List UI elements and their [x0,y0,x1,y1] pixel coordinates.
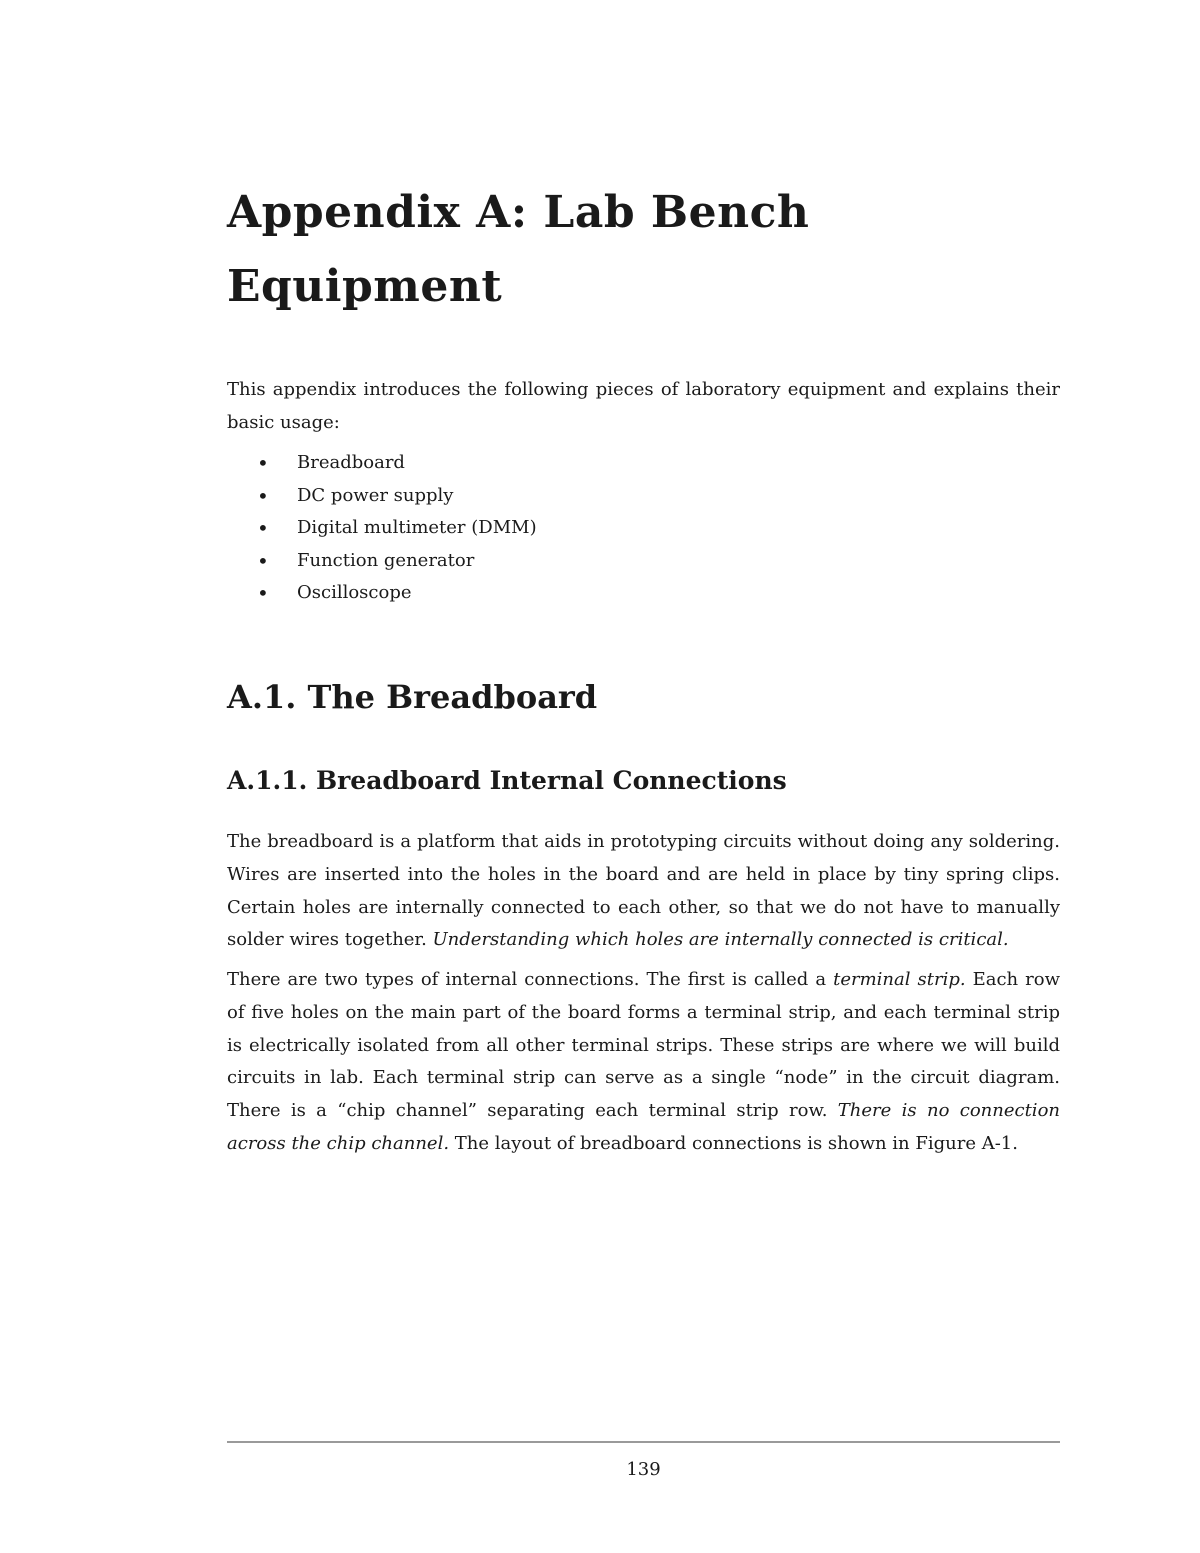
paragraph-text: The layout of breadboard connections is shown in Figure A-1. [449,1132,1018,1154]
paragraph-text: The breadboard is a platform that aids in prototyping circuits without doing any soldering. Wires are inserted into the holes in the board and are held in place by tiny spring clips. Certain holes are internally connected to each other, so that we do not have to manually solder wires together. [227,831,1060,951]
body-paragraph-1 [227,826,1060,957]
bullet-icon: • [257,516,269,540]
list-item [227,447,1060,480]
bullet-icon: • [257,581,269,605]
list-item-label: DC power supply [297,484,454,506]
list-item-label: Digital multimeter (DMM) [297,517,537,538]
list-item [227,545,1060,578]
list-item-label: Function generator [297,549,475,571]
list-item-label: Breadboard [297,452,405,473]
body-paragraph-2 [227,964,1060,1161]
list-item [227,480,1060,513]
page-number: 139 [626,1459,661,1480]
intro-paragraph: This appendix introduces the following pieces of laboratory equipment and explains their basic usage: [227,379,1060,433]
chapter-title: Appendix A: Lab Bench Equipment [227,187,810,312]
list-item [227,512,1060,545]
bullet-icon: • [257,548,269,573]
document-page [227,0,1060,1553]
equipment-list [227,447,1060,610]
emphasis-text: Understanding which holes are internally connected is critical. [432,929,1009,951]
list-item [227,577,1060,610]
list-item-label: Oscilloscope [297,582,412,603]
subsection-title: A.1.1. Breadboard Internal Connections [227,766,787,795]
paragraph-text: There are two types of internal connections. The first is called a [227,969,834,990]
section-title: A.1. The Breadboard [227,678,598,716]
paragraph-text: Each row of five holes on the main part of the board forms a terminal strip, and each terminal strip is electrically isolated from all other terminal strips. These strips are where we will build circuits in lab. Each terminal strip can serve as a single “node” in the circuit diagram. There is a “chip channel” separating each terminal strip row. [227,969,1060,1122]
footer-rule [227,1441,1060,1443]
bullet-icon: • [257,483,269,508]
bullet-icon: • [257,451,269,475]
term-text: terminal strip. [833,969,966,990]
emphasis-text: There is no connection across the chip channel. [227,1100,1060,1154]
